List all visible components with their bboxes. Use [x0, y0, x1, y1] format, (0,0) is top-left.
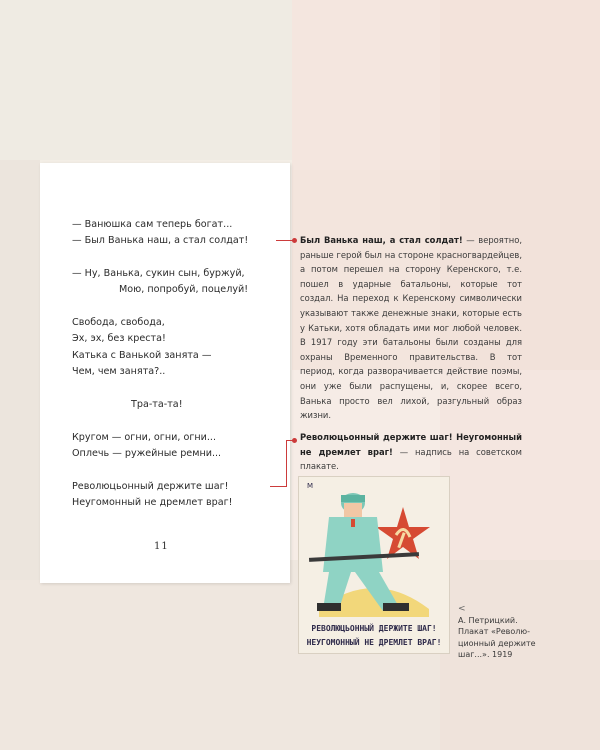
poster-caption	[458, 604, 538, 660]
caption-line: А. Петрицкий.	[458, 616, 518, 626]
poem-line: — Ванюшка сам теперь богат...	[72, 219, 233, 230]
poem-line: — Был Ванька наш, а стал солдат!	[72, 235, 249, 246]
poem-text	[40, 163, 290, 583]
note-body: — надпись на советском плакате.	[300, 446, 522, 472]
poster-inscription: РЕВОЛЮЦЬОННЫЙ ДЕРЖИТЕ ШАГ!	[311, 624, 437, 633]
note-body: — вероятно, раньше герой был на стороне красногвардейцев, а потом перешел на сторону Керенского, т.е. пошел в ударные батальоны, которые тот создал. На переход к Керенскому символически указывают также денежные знаки, которые есть у Катьки, хотя обладать ими мог любой человек. В 1917 году эти батальоны были созданы для охраны Временного правительства. В тот период, когда разворачивается действие поэмы, они уже были распущены, и, скорее всего, Ванька просто вел лихой, разгульный образ жизни.	[300, 235, 522, 421]
note-poster-slogan	[300, 430, 522, 474]
note-marker-dot	[292, 438, 297, 443]
note-heading: Революцьонный держите шаг! Неугомонный не дремлет враг!	[300, 432, 522, 457]
background-tile	[0, 160, 40, 580]
poster-corner-mark: M	[307, 482, 314, 490]
note-marker-dot	[292, 238, 297, 243]
caption-line: ционный держите	[458, 638, 536, 648]
note-connector	[270, 486, 287, 487]
poem-line: Тра-та-та!	[131, 399, 183, 410]
poster-image	[298, 476, 450, 654]
poem-line: Неугомонный не дремлет враг!	[72, 497, 233, 508]
poem-line: Мою, попробуй, поцелуй!	[119, 284, 249, 295]
poster-inscription: НЕУГОМОННЫЙ НЕ ДРЕМЛЕТ ВРАГ!	[306, 638, 442, 647]
caption-line: Плакат «Револю-	[458, 627, 530, 637]
note-heading: Был Ванька наш, а стал солдат!	[300, 235, 463, 245]
poem-line: Свобода, свобода,	[72, 317, 165, 328]
note-ivanka	[300, 233, 522, 423]
note-connector	[286, 440, 287, 486]
poem-line: Эх, эх, без креста!	[72, 333, 166, 344]
background-tile	[0, 0, 292, 160]
poster-illustration	[299, 477, 449, 653]
caption-line: шаг...». 1919	[458, 649, 513, 659]
poem-line: Кругом — огни, огни, огни...	[72, 432, 217, 443]
poem-page	[40, 163, 290, 583]
poem-line: Чем, чем занята?..	[72, 366, 166, 377]
poem-line: Революцьонный держите шаг!	[72, 481, 229, 492]
poem-line: Оплечь — ружейные ремни...	[72, 448, 222, 459]
poem-line: — Ну, Ванька, сукин сын, буржуй,	[72, 268, 245, 279]
caption-arrow-icon: <	[458, 604, 466, 614]
poem-line: Катька с Ванькой занята —	[72, 350, 212, 361]
page-number: 11	[154, 541, 169, 552]
